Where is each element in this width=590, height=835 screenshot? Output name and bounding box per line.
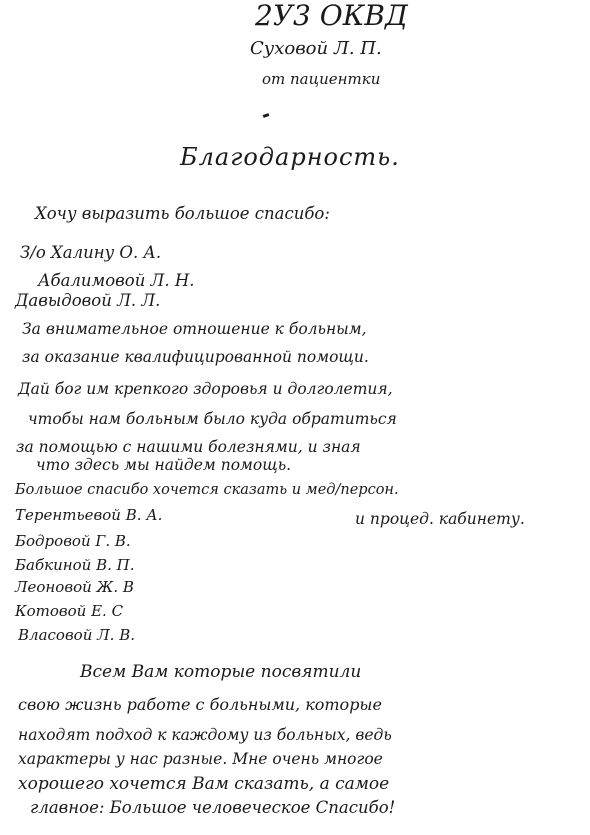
nurse-name: Бабкиной В. П. (15, 556, 135, 574)
nurse-name: Леоновой Ж. В (15, 578, 134, 596)
nurse-name: Терентьевой В. А. (15, 506, 163, 524)
body-line: за помощью с нашими болезнями, и зная (16, 438, 361, 456)
body-line: и процед. кабинету. (355, 510, 525, 528)
body-line: за оказание квалифицированной помощи. (22, 348, 369, 366)
closing-line: характеры у нас разные. Мне очень многое (18, 750, 383, 768)
body-line: Большое спасибо хочется сказать и мед/персон. (15, 482, 399, 498)
doctor-name: Абалимовой Л. Н. (38, 271, 195, 290)
ink-mark (263, 113, 270, 118)
closing-line: свою жизнь работе с больными, которые (18, 695, 382, 714)
addressee-from: от пациентки (262, 70, 381, 88)
closing-line: Всем Вам которые посвятили (80, 662, 362, 682)
body-line: что здесь мы найдем помощь. (36, 456, 292, 474)
body-line: чтобы нам больным было куда обратиться (28, 410, 397, 428)
closing-line: находят подход к каждому из больных, ведь (18, 726, 392, 744)
nurse-name: Власовой Л. В. (18, 626, 135, 644)
letter-title: Благодарность. (180, 143, 400, 171)
nurse-name: Бодровой Г. В. (15, 532, 131, 550)
intro-line: Хочу выразить большое спасибо: (35, 204, 330, 223)
body-line: За внимательное отношение к больным, (22, 320, 367, 338)
doctor-name: З/о Халину О. А. (20, 243, 162, 262)
closing-line: главное: Большое человеческое Спасибо! (30, 798, 396, 817)
body-line: Дай бог им крепкого здоровья и долголетия, (18, 380, 393, 398)
header-code: 2У3 ОКВД (255, 0, 408, 32)
nurse-name: Котовой Е. С (15, 602, 124, 620)
closing-line: хорошего хочется Вам сказать, а самое (18, 774, 390, 794)
addressee-name: Суховой Л. П. (250, 38, 382, 59)
doctor-name: Давыдовой Л. Л. (15, 291, 161, 310)
